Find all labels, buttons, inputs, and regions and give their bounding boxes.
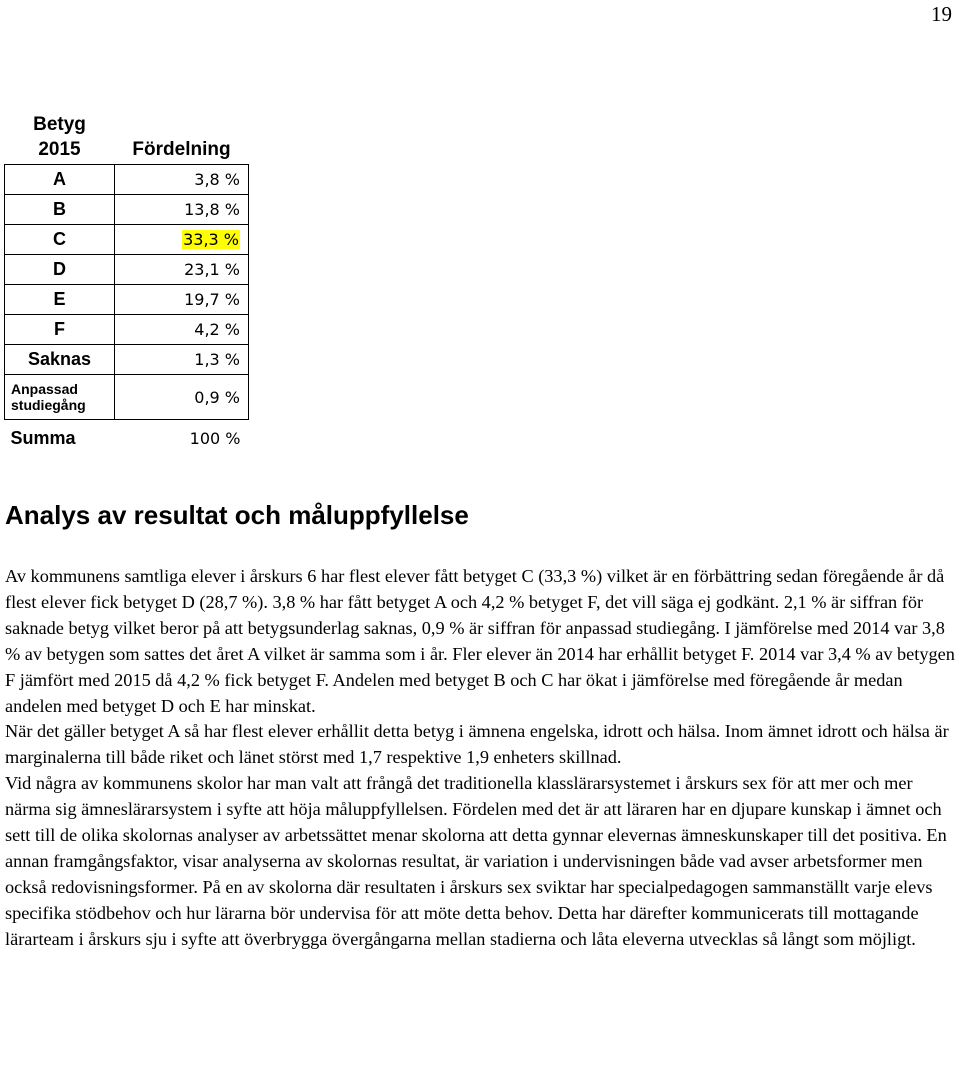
percent-cell: 3,8 %: [115, 165, 249, 195]
grade-line1: Anpassad: [11, 381, 78, 397]
table-header-row: [5, 112, 249, 165]
percent-cell: 13,8 %: [115, 195, 249, 225]
page-number: 19: [931, 2, 952, 26]
grade-cell: [5, 375, 115, 420]
percent-cell: 23,1 %: [115, 255, 249, 285]
header-grade: [5, 112, 115, 165]
percent-cell: 19,7 %: [115, 285, 249, 315]
grade-line2: studiegång: [11, 397, 86, 413]
grade-distribution-table: [4, 112, 249, 456]
sum-label: Summa: [10, 427, 76, 448]
section-heading: Analys av resultat och måluppfyllelse: [5, 500, 469, 530]
body-text: [5, 564, 957, 953]
grade-cell: E: [5, 285, 115, 315]
grade-cell: B: [5, 195, 115, 225]
grade-cell: D: [5, 255, 115, 285]
sum-row: [5, 420, 249, 457]
paragraph: Av kommunens samtliga elever i årskurs 6 har flest elever fått betyget C (33,3 %) vilket är en förbättring sedan föregående år då flest elever fick betyget D (28,7 %). 3,8 % har fått betyget A och 4,2 % betyget F, det vill säga ej godkänt. 2,1 % är siffran för saknade betyg vilket beror på att betygsunderlag saknas, 0,9 % är siffran för anpassad studiegång. I jämförelse med 2014 var 3,8 % av betygen som sattes det året A vilket är samma som i år. Fler elever än 2014 har erhållit betyget F. 2014 var 3,4 % av betygen F jämfört med 2015 då 4,2 % fick betyget F. Andelen med betyget B och C har ökat i jämförelse med föregående år medan andelen med betyget D och E har minskat.: [5, 566, 955, 716]
paragraph: Vid några av kommunens skolor har man valt att frångå det traditionella klasslärarsystemet i årskurs sex för att mer och mer närma sig ämneslärarsystem i syfte att höja måluppfyllelsen. Fördelen med det är att läraren har en djupare kunskap i ämnet och sett till de olika skolornas analyser av arbetssättet menar skolorna att detta gynnar elevernas ämneskunskaper till det positiva. En annan framgångsfaktor, visar analyserna av skolornas resultat, är variation i undervisningen både vad avser arbetsformer men också redovisningsformer. På en av skolorna där resultaten i årskurs sex sviktar har specialpedagogen sammanställt varje elevs specifika stödbehov och hur lärarna bör undervisa för att möte detta behov. Detta har därefter kommunicerats till mottagande lärarteam i årskurs sju i syfte att överbrygga övergångarna mellan stadierna och låta eleverna utvecklas så långt som möjligt.: [5, 773, 947, 949]
grade-cell: A: [5, 165, 115, 195]
table-row: [5, 375, 249, 420]
header-distribution: Fördelning: [132, 139, 231, 160]
header-grade-line1: Betyg: [33, 114, 86, 135]
grade-cell: F: [5, 315, 115, 345]
grade-cell: C: [5, 225, 115, 255]
table-row: [5, 165, 249, 195]
sum-value: 100 %: [189, 428, 241, 448]
table-row: [5, 285, 249, 315]
table-row: [5, 195, 249, 225]
grade-cell: Saknas: [5, 345, 115, 375]
paragraph: När det gäller betyget A så har flest elever erhållit detta betyg i ämnena engelska, idrott och hälsa. Inom ämnet idrott och hälsa är marginalerna till både riket och länet störst med 1,7 respektive 1,9 enheters skillnad.: [5, 721, 949, 768]
highlighted-percent: 33,3 %: [183, 230, 239, 249]
header-grade-line2: 2015: [38, 139, 81, 160]
percent-cell: 1,3 %: [115, 345, 249, 375]
percent-cell: 4,2 %: [115, 315, 249, 345]
table-row: [5, 225, 249, 255]
percent-cell: [115, 225, 249, 255]
table-row: [5, 345, 249, 375]
percent-cell: 0,9 %: [115, 375, 249, 420]
table-row: [5, 255, 249, 285]
table-row: [5, 315, 249, 345]
